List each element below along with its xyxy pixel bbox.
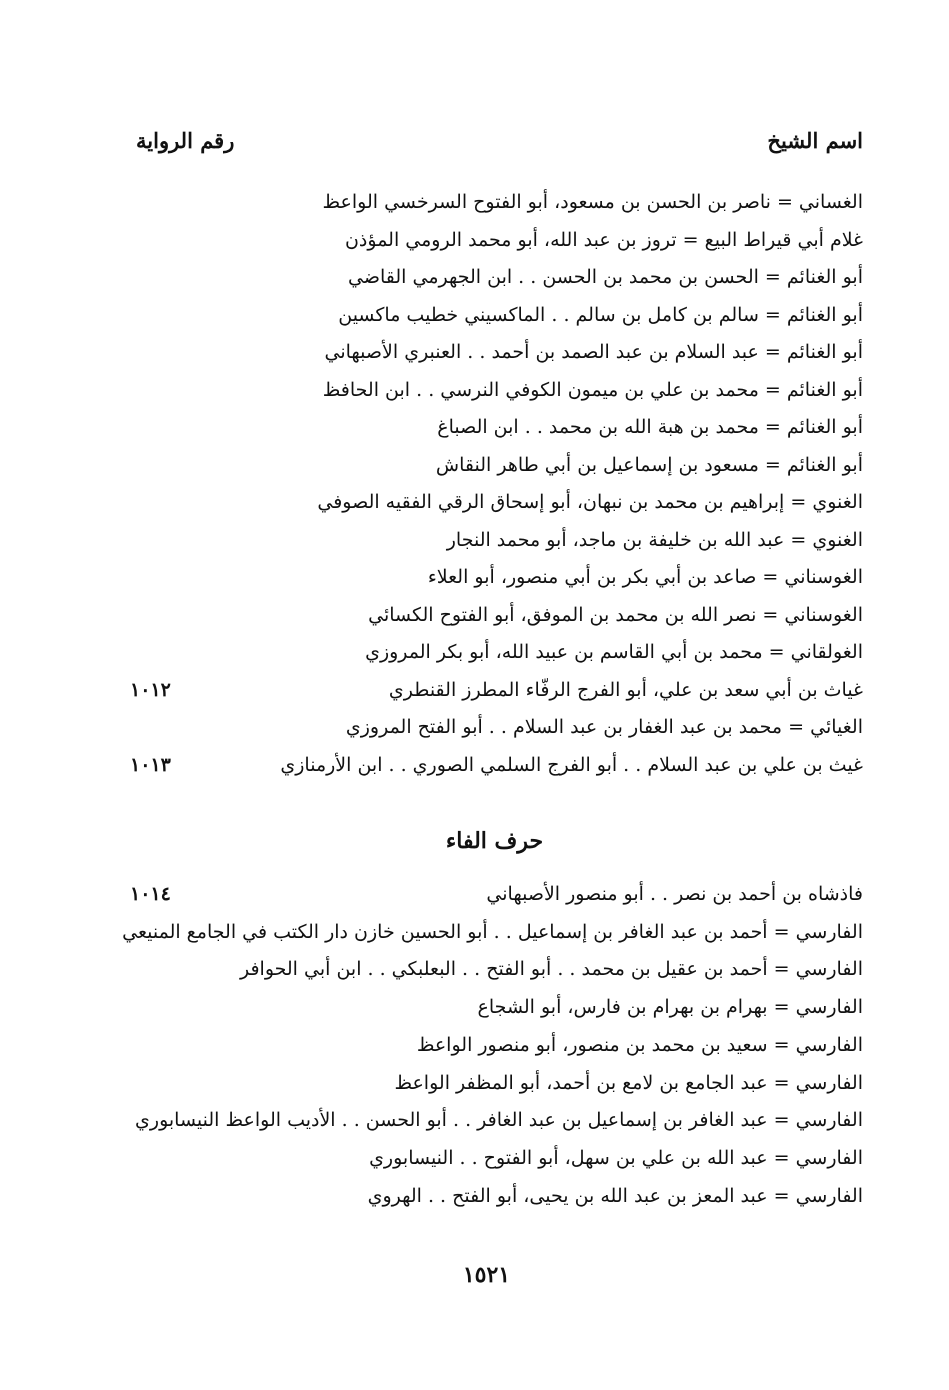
entry-text: أبو الغنائم = سالم بن كامل بن سالم . . الماكسيني خطيب ماكسين xyxy=(338,303,863,326)
entry-text: أبو الغنائم = محمد بن هبة الله بن محمد . . ابن الصباغ xyxy=(437,416,863,438)
list-item xyxy=(120,672,863,708)
entry-text: الغساني = ناصر بن الحسن بن مسعود، أبو الفتوح السرخسي الواعظ xyxy=(322,191,863,213)
entry-text: أبو الغنائم = مسعود بن إسماعيل بن أبي طاهر النقاش xyxy=(435,453,863,476)
list-item xyxy=(120,1140,863,1176)
entry-text: الفارسي = عبد الغافر بن إسماعيل بن عبد الغافر . . أبو الحسن . . الأديب الواعظ النيسابوري xyxy=(135,1109,863,1132)
entry-text: الغولقاني = محمد بن أبي القاسم بن عبيد الله، أبو بكر المروزي xyxy=(365,641,863,663)
list-item xyxy=(120,747,863,783)
entry-text: الغيائي = محمد بن عبد الغفار بن عبد السلام . . أبو الفتح المروزي xyxy=(345,716,863,738)
entry-text: الغنوي = عبد الله بن خليفة بن ماجد، أبو محمد النجار xyxy=(446,528,863,551)
list-item xyxy=(120,876,863,912)
entry-text: الفارسي = أحمد بن عقيل بن محمد . . أبو الفتح . . البعلبكي . . ابن أبي الحوافر xyxy=(239,958,863,981)
section-title xyxy=(0,828,949,854)
entry-text: غيث بن علي بن عبد السلام . . أبو الفرج السلمي الصوري . . ابن الأرمنازي xyxy=(280,753,863,776)
entry-text: الفارسي = أحمد بن عبد الغافر بن إسماعيل . . أبو الحسين خازن دار الكتب في الجامع المنيعي xyxy=(122,920,863,943)
list-item xyxy=(120,484,863,520)
sheikh-name-column-header: اسم الشيخ xyxy=(767,128,863,153)
list-item xyxy=(120,259,863,295)
entry-text: أبو الغنائم = الحسن بن محمد بن الحسن . . ابن الجهرمي القاضي xyxy=(348,266,863,288)
narration-number-column-header: رقم الرواية xyxy=(136,128,235,153)
entry-text: الغنوي = إبراهيم بن محمد بن نبهان، أبو إسحاق الرقي الفقيه الصوفي xyxy=(317,491,863,513)
entry-text: الفارسي = سعيد بن محمد بن منصور، أبو منصور الواعظ xyxy=(416,1033,863,1056)
entry-text: غلام أبي قيراط البيع = تروز بن عبد الله، أبو محمد الرومي المؤذن xyxy=(344,228,863,251)
entry-text: الفارسي = عبد الله بن علي بن سهل، أبو الفتوح . . النيسابوري xyxy=(369,1146,863,1169)
narration-number: ١٠١٢ xyxy=(130,678,171,701)
list-item xyxy=(120,709,863,745)
entry-text: فاذشاه بن أحمد بن نصر . . أبو منصور الأصبهاني xyxy=(486,883,863,905)
list-item xyxy=(120,372,863,408)
list-item xyxy=(120,522,863,558)
list-item xyxy=(120,989,863,1025)
entry-text: الفارسي = عبد الجامع بن لامع بن أحمد، أبو المظفر الواعظ xyxy=(394,1071,863,1094)
entry-text: الغوسناني = صاعد بن أبي بكر بن أبي منصور، أبو العلاء xyxy=(427,566,863,588)
entry-text: غياث بن أبي سعد بن علي، أبو الفرج الرفّاء المطرز القنطري xyxy=(388,678,863,701)
list-item xyxy=(120,409,863,445)
list-item xyxy=(120,634,863,670)
list-item xyxy=(120,297,863,333)
list-item xyxy=(120,1102,863,1138)
narration-number: ١٠١٤ xyxy=(130,883,171,905)
section-title-text: حرف الفاء xyxy=(445,828,544,854)
entry-text: الغوسناني = نصر الله بن محمد بن الموفق، أبو الفتوح الكسائي xyxy=(368,603,863,626)
entry-text: أبو الغنائم = عبد السلام بن عبد الصمد بن أحمد . . العنبري الأصبهاني xyxy=(324,341,863,363)
list-item xyxy=(120,951,863,987)
list-item xyxy=(120,1027,863,1063)
list-item xyxy=(120,184,863,220)
list-item xyxy=(120,914,863,950)
list-item xyxy=(120,334,863,370)
list-item xyxy=(120,597,863,633)
list-item xyxy=(120,559,863,595)
list-item xyxy=(120,1178,863,1214)
list-item xyxy=(120,447,863,483)
entry-text: الفارسي = بهرام بن بهرام بن فارس، أبو الشجاع xyxy=(477,996,863,1019)
page-number-text: ١٥٢١ xyxy=(462,1262,511,1288)
entry-text: أبو الغنائم = محمد بن علي بن ميمون الكوفي النرسي . . ابن الحافظ xyxy=(322,378,863,401)
narration-number: ١٠١٣ xyxy=(130,753,171,776)
list-item xyxy=(120,1065,863,1101)
page-number xyxy=(0,1262,949,1288)
entry-text: الفارسي = عبد المعز بن عبد الله بن يحيى، أبو الفتح . . الهروي xyxy=(367,1184,863,1207)
list-item xyxy=(120,222,863,258)
